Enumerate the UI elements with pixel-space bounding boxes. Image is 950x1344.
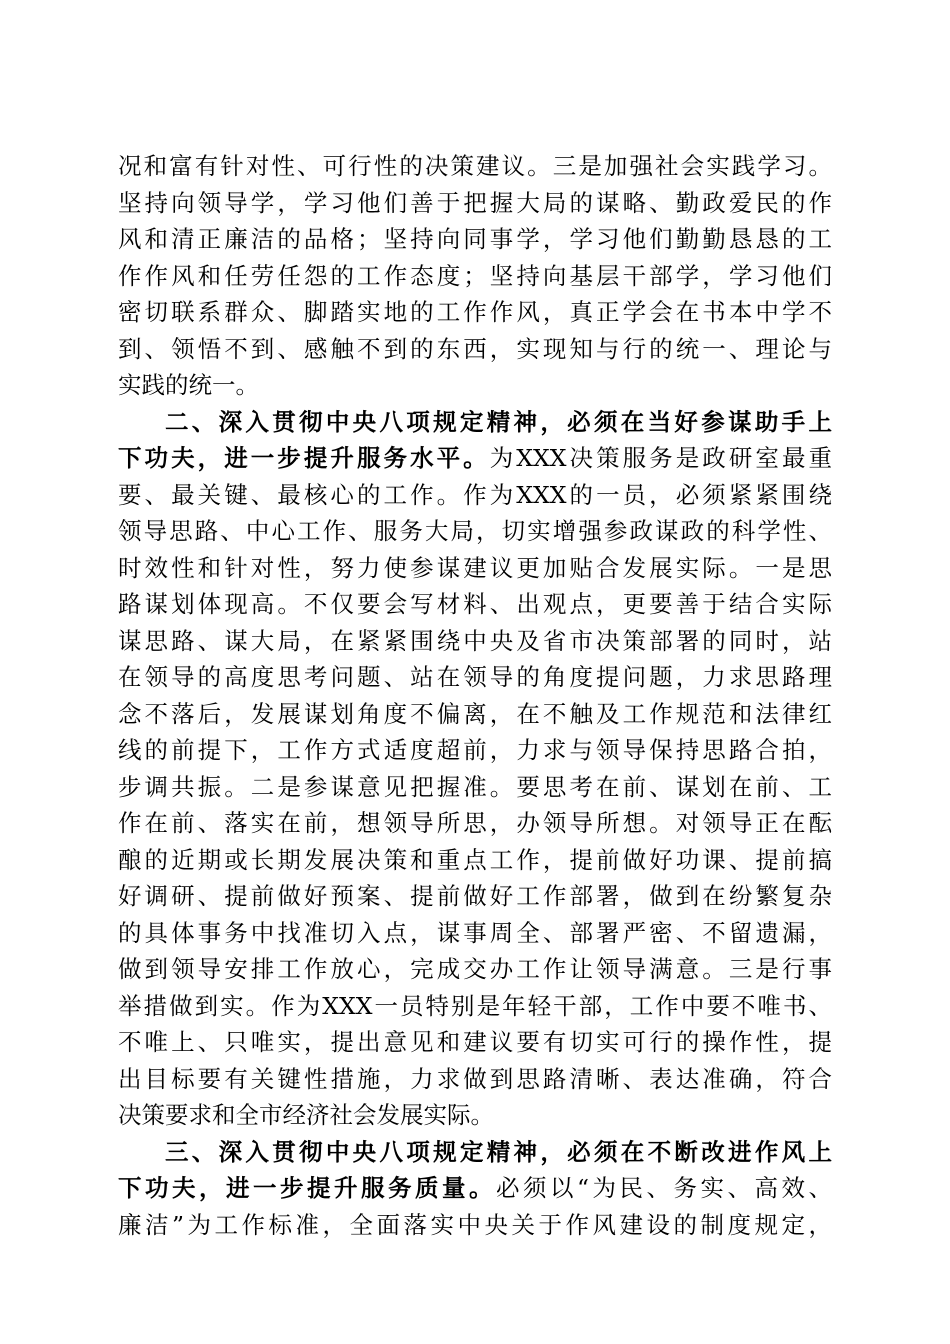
text-line (118, 1097, 832, 1134)
text-line (118, 586, 832, 623)
text-line (118, 951, 832, 988)
body-text: 步调共振。二是参谋意见把握准。要思考在前、谋划在前、工 (118, 772, 832, 801)
body-text: 作作风和任劳任怨的工作态度；坚持向基层干部学，学习他们 (118, 261, 832, 290)
body-text: 酿的近期或长期发展决策和重点工作，提前做好功课、提前搞 (118, 845, 832, 874)
document-body (118, 148, 832, 1243)
text-line (118, 988, 832, 1025)
body-text: 念不落后，发展谋划角度不偏离，在不触及工作规范和法律红 (118, 699, 832, 728)
text-line (118, 513, 832, 550)
section-heading-text: 下功夫，进一步提升服务水平。 (118, 444, 490, 472)
text-line (118, 221, 832, 258)
text-line (118, 769, 832, 806)
text-line (118, 440, 832, 477)
text-line (118, 148, 832, 185)
text-line (118, 185, 832, 222)
text-line (118, 1061, 832, 1098)
section-heading-text: 下功夫，进一步提升服务质量。 (118, 1174, 496, 1202)
section-heading-text: 三、深入贯彻中央八项规定精神，必须在不断改进作风上 (165, 1137, 832, 1166)
body-text: 廉洁”为工作标准，全面落实中央关于作风建设的制度规定， (118, 1210, 832, 1239)
body-text: 到、领悟不到、感触不到的东西，实现知与行的统一、理论与 (118, 334, 832, 363)
body-text: 坚持向领导学，学习他们善于把握大局的谋略、勤政爱民的作 (118, 188, 832, 217)
text-line (118, 878, 832, 915)
body-text: 线的前提下，工作方式适度超前，力求与领导保持思路合拍， (118, 736, 832, 764)
text-line (118, 805, 832, 842)
body-text: 时效性和针对性，努力使参谋建议更加贴合发展实际。一是思 (118, 553, 832, 582)
text-line (118, 1024, 832, 1061)
body-text: 况和富有针对性、可行性的决策建议。三是加强社会实践学习。 (118, 152, 832, 180)
body-text: 领导思路、中心工作、服务大局，切实增强参政谋政的科学性、 (118, 517, 832, 545)
text-line (118, 258, 832, 295)
text-line (118, 696, 832, 733)
text-line (118, 477, 832, 514)
body-text: 决策要求和全市经济社会发展实际。 (118, 1101, 494, 1129)
text-line (118, 915, 832, 952)
body-text: 作在前、落实在前，想领导所思，办领导所想。对领导正在酝 (118, 809, 832, 837)
body-text: 必须以“为民、务实、高效、 (496, 1174, 833, 1202)
text-line (118, 1170, 832, 1207)
body-text: 风和清正廉洁的品格；坚持向同事学，学习他们勤勤恳恳的工 (118, 225, 832, 253)
body-text: 密切联系群众、脚踏实地的工作作风，真正学会在书本中学不 (118, 298, 832, 326)
body-text: 实践的统一。 (118, 371, 259, 399)
body-text: 不唯上、只唯实，提出意见和建议要有切实可行的操作性，提 (118, 1028, 832, 1056)
body-text: 要、最关键、最核心的工作。作为XXX的一员，必须紧紧围绕 (118, 480, 832, 509)
text-line (118, 550, 832, 587)
body-text: 好调研、提前做好预案、提前做好工作部署，做到在纷繁复杂 (118, 882, 832, 910)
text-line (118, 1207, 832, 1244)
text-line (118, 404, 832, 441)
text-line (118, 367, 832, 404)
body-text: 为XXX决策服务是政研室最重 (489, 444, 832, 472)
text-line (118, 659, 832, 696)
body-text: 在领导的高度思考问题、站在领导的角度提问题，力求思路理 (118, 663, 832, 691)
body-text: 出目标要有关键性措施，力求做到思路清晰、表达准确，符合 (118, 1064, 832, 1093)
text-line (118, 331, 832, 368)
text-line (118, 732, 832, 769)
text-line (118, 294, 832, 331)
body-text: 路谋划体现高。不仅要会写材料、出观点，更要善于结合实际 (118, 590, 832, 618)
text-line (118, 623, 832, 660)
body-text: 的具体事务中找准切入点，谋事周全、部署严密、不留遗漏， (118, 918, 832, 947)
body-text: 举措做到实。作为XXX一员特别是年轻干部，工作中要不唯书、 (118, 991, 832, 1020)
text-line (118, 842, 832, 879)
text-line (118, 1134, 832, 1171)
body-text: 谋思路、谋大局，在紧紧围绕中央及省市决策部署的同时，站 (118, 626, 832, 655)
body-text: 做到领导安排工作放心，完成交办工作让领导满意。三是行事 (118, 955, 832, 983)
section-heading-text: 二、深入贯彻中央八项规定精神，必须在当好参谋助手上 (165, 407, 832, 436)
